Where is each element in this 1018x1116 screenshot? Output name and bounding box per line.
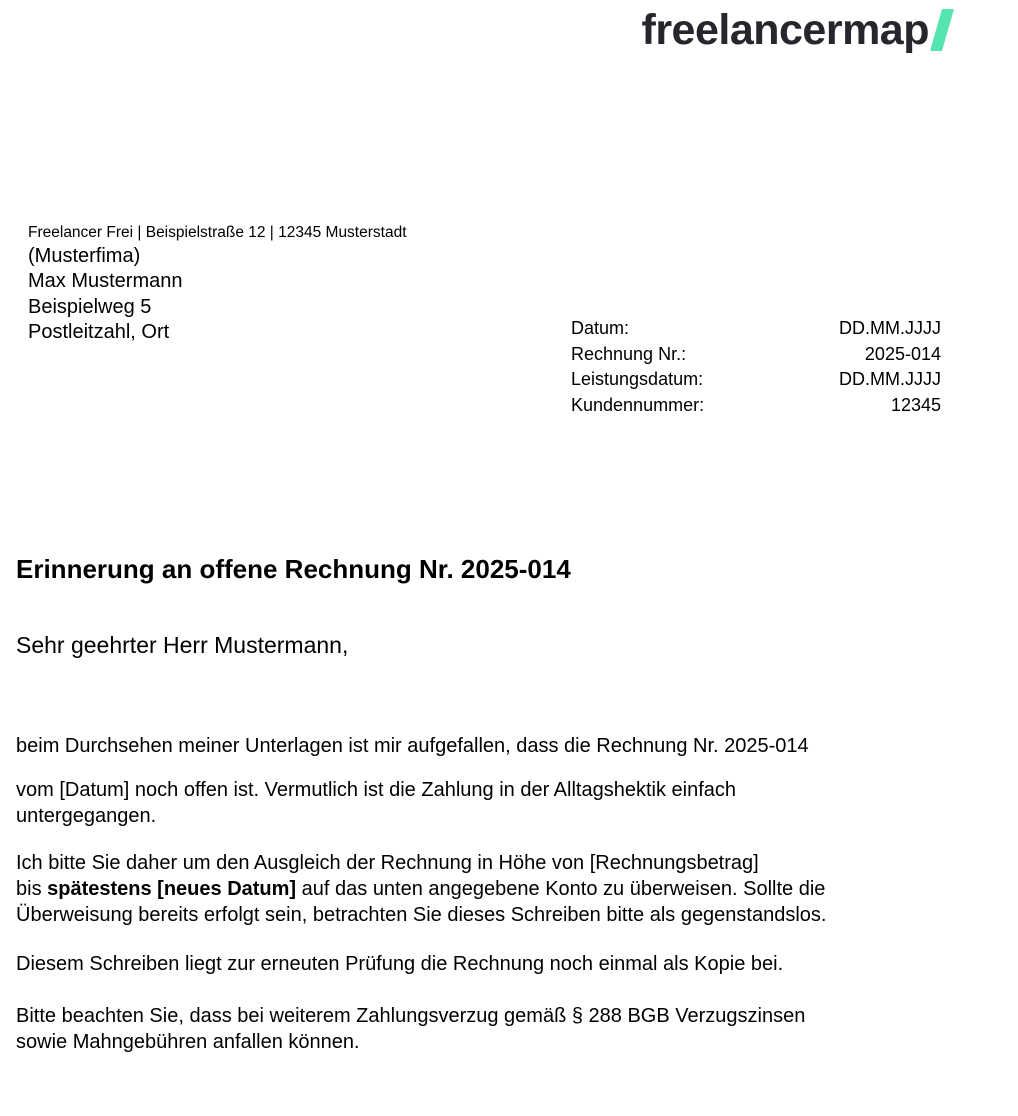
body-text-line: Bitte beachten Sie, dass bei weiterem Zahlungsverzug gemäß § 288 BGB Verzugszinsen <box>16 1005 806 1027</box>
body-paragraph-2 <box>16 777 736 829</box>
body-text-segment: bis <box>16 878 48 900</box>
meta-label-date: Datum: <box>571 318 630 338</box>
meta-value-service-date: DD.MM.JJJJ <box>839 369 941 389</box>
logo-slash-icon <box>930 9 954 51</box>
meta-row-invoice-number <box>571 342 941 368</box>
meta-label-service-date: Leistungsdatum: <box>571 369 704 389</box>
recipient-block <box>28 244 183 346</box>
meta-value-invoice-number: 2025-014 <box>864 343 941 364</box>
invoice-meta <box>571 316 941 418</box>
body-text-line: beim Durchsehen meiner Unterlagen ist mir aufgefallen, dass die Rechnung Nr. 2025-014 <box>16 735 809 757</box>
body-paragraph-4 <box>16 951 783 977</box>
meta-row-date <box>571 316 941 342</box>
salutation: Sehr geehrter Herr Mustermann, <box>16 632 349 658</box>
body-text-line: untergegangen. <box>16 805 157 827</box>
body-text-line: sowie Mahngebühren anfallen können. <box>16 1031 360 1053</box>
logo-wordmark: freelancermap <box>641 6 929 54</box>
body-text-line: Überweisung bereits erfolgt sein, betrachten Sie dieses Schreiben bitte als gegenstandslos. <box>16 904 827 926</box>
body-text-segment: auf das unten angegebene Konto zu überweisen. Sollte die <box>296 878 826 900</box>
meta-row-service-date <box>571 367 941 393</box>
recipient-company: (Musterfima) <box>28 245 141 267</box>
meta-row-customer-number <box>571 393 941 419</box>
freelancermap-logo <box>642 6 949 54</box>
body-text-line <box>16 876 826 902</box>
body-text-bold-deadline: spätestens [neues Datum] <box>47 878 297 900</box>
body-paragraph-1 <box>16 733 809 759</box>
body-text-line: vom [Datum] noch offen ist. Vermutlich ist die Zahlung in der Alltagshektik einfach <box>16 779 736 801</box>
body-paragraph-5 <box>16 1003 805 1055</box>
meta-value-date: DD.MM.JJJJ <box>839 318 941 338</box>
subject-line: Erinnerung an offene Rechnung Nr. 2025-014 <box>16 554 571 584</box>
meta-label-customer-number: Kundennummer: <box>571 394 705 415</box>
meta-label-invoice-number: Rechnung Nr.: <box>571 343 687 364</box>
body-text-line: Diesem Schreiben liegt zur erneuten Prüfung die Rechnung noch einmal als Kopie bei. <box>16 953 784 975</box>
recipient-street: Beispielweg 5 <box>28 295 152 318</box>
body-text-line: Ich bitte Sie daher um den Ausgleich der Rechnung in Höhe von [Rechnungsbetrag] <box>16 852 759 874</box>
body-paragraph-3 <box>16 850 826 928</box>
recipient-name: Max Mustermann <box>28 270 183 293</box>
meta-value-customer-number: 12345 <box>890 394 941 415</box>
recipient-city: Postleitzahl, Ort <box>28 321 170 344</box>
sender-line: Freelancer Frei | Beispielstraße 12 | 12345 Musterstadt <box>28 224 407 241</box>
